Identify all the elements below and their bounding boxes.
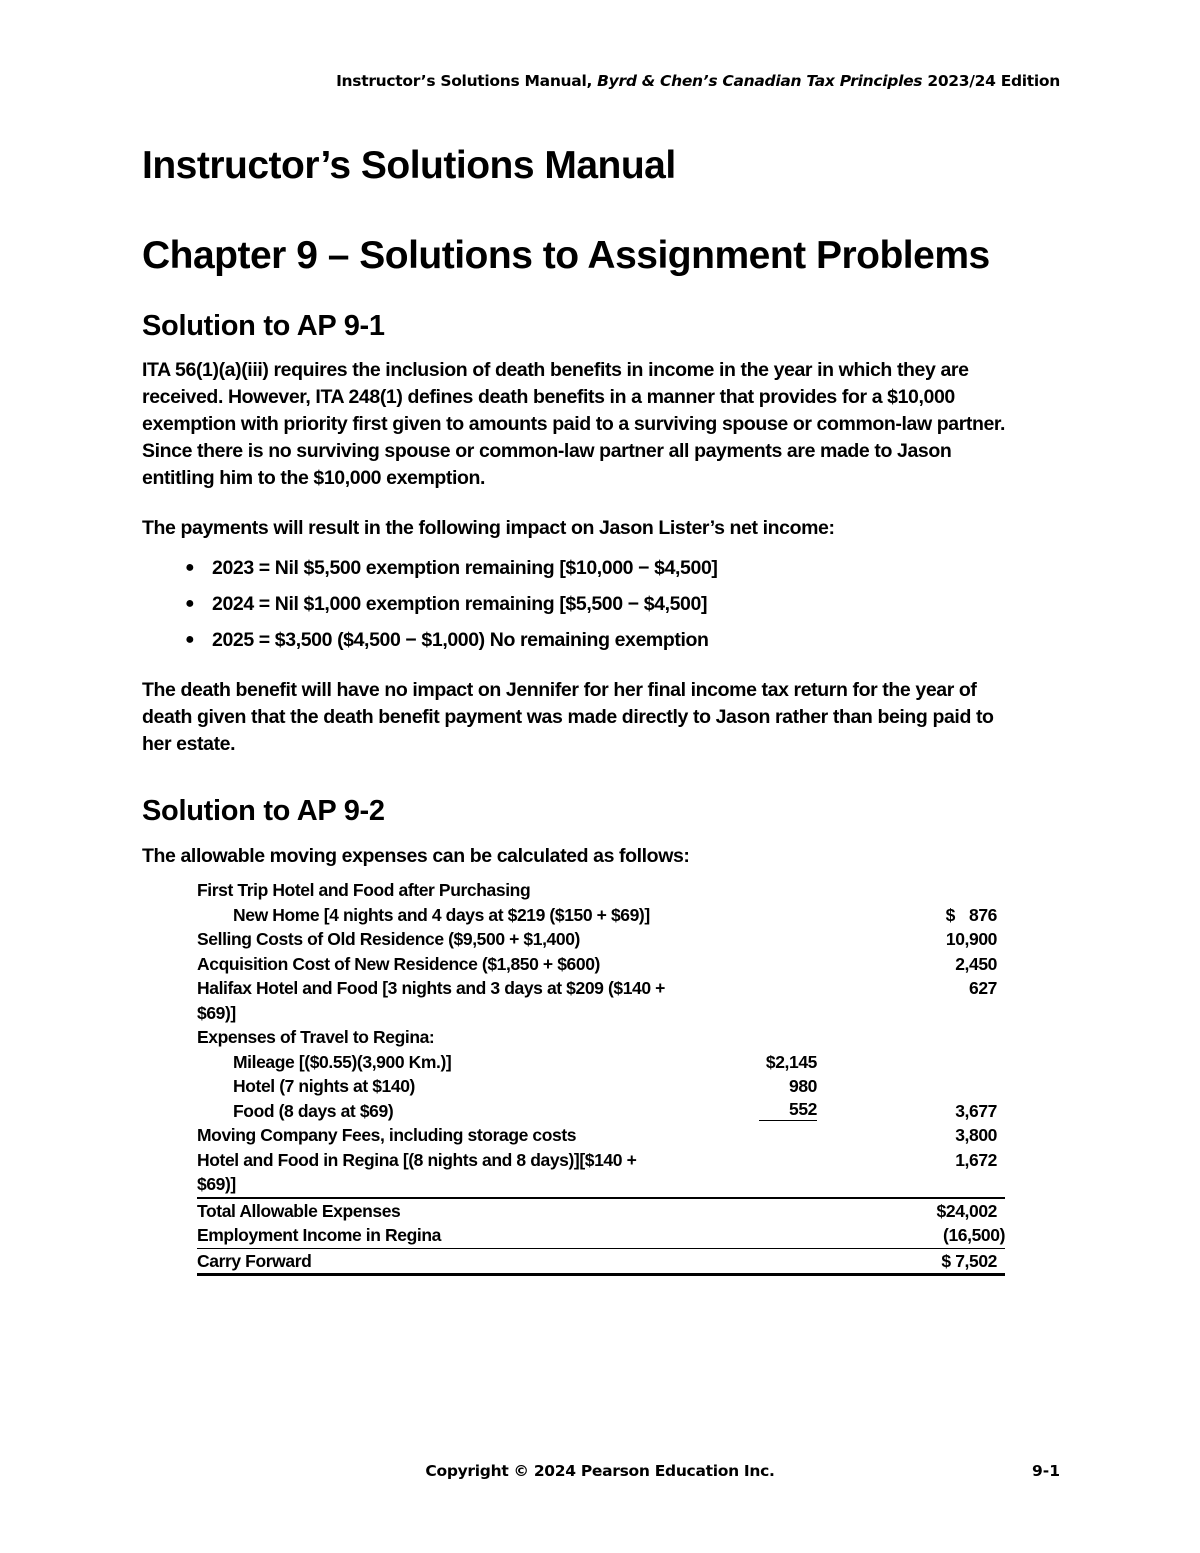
ap92-heading: Solution to AP 9-2 bbox=[142, 795, 385, 827]
list-item bbox=[185, 550, 1012, 586]
row-subamount: $2,145 bbox=[765, 1051, 817, 1072]
ap91-paragraph-3: The death benefit will have no impact on Jennifer for her final income tax return for the year of death given that the death benefit payment was made directly to Jason rather than being paid to her estate. bbox=[142, 679, 994, 755]
row-amount: 10,900 bbox=[945, 929, 997, 949]
dollar-sign: $ bbox=[945, 904, 955, 925]
header-prefix: Instructor’s Solutions Manual, bbox=[336, 72, 598, 90]
table-row bbox=[197, 976, 1005, 1025]
row-label: Mileage [($0.55)(3,900 Km.)] bbox=[233, 1051, 452, 1072]
bullet-text: 2023 = Nil $5,500 exemption remaining [$10,000 − $4,500] bbox=[212, 557, 718, 579]
table-row bbox=[197, 1148, 1005, 1197]
moving-expenses-table bbox=[197, 878, 1005, 1276]
ap91-bullet-list bbox=[142, 550, 1012, 658]
manual-title: Instructor’s Solutions Manual bbox=[142, 144, 676, 187]
header-edition: 2023/24 Edition bbox=[922, 72, 1060, 90]
row-label: Hotel and Food in Regina [(8 nights and 8 days)][$140 + $69)] bbox=[197, 1149, 637, 1194]
row-subamount: 980 bbox=[789, 1076, 817, 1096]
running-header bbox=[336, 72, 1060, 90]
row-amount: 1,672 bbox=[955, 1149, 997, 1170]
table-row bbox=[197, 903, 1005, 928]
row-amount: 3,800 bbox=[955, 1125, 997, 1145]
row-label: Employment Income in Regina bbox=[197, 1225, 441, 1245]
row-label: Moving Company Fees, including storage costs bbox=[197, 1125, 577, 1145]
ap91-paragraph-1: ITA 56(1)(a)(iii) requires the inclusion of death benefits in income in the year in which they are received. However, ITA 248(1) defines death benefits in a manner that provides for a $10,000 exemption with priority first given to amounts paid to a surviving spouse or common-law partner. Since there is no surviving spouse or common-law partner all payments are made to Jason entitling him to the $10,000 exemption. bbox=[142, 359, 1006, 489]
header-book-title: Byrd & Chen’s Canadian Tax Principles bbox=[597, 72, 923, 90]
bullet-text: 2024 = Nil $1,000 exemption remaining [$5,500 − $4,500] bbox=[212, 593, 708, 615]
bullet-icon: ● bbox=[185, 559, 195, 576]
table-row bbox=[197, 1025, 1005, 1050]
row-label: Halifax Hotel and Food [3 nights and 3 days at $209 ($140 + $69)] bbox=[197, 978, 666, 1023]
row-label: Total Allowable Expenses bbox=[197, 1200, 401, 1221]
table-row bbox=[197, 927, 1005, 952]
list-item bbox=[185, 586, 1012, 622]
amount-value: 876 bbox=[969, 904, 997, 925]
table-row bbox=[197, 952, 1005, 977]
table-row-carry-forward bbox=[197, 1248, 1005, 1277]
row-label: Acquisition Cost of New Residence ($1,850 + $600) bbox=[197, 953, 600, 974]
table-row bbox=[197, 1223, 1005, 1248]
table-row bbox=[197, 878, 1005, 903]
row-label: Selling Costs of Old Residence ($9,500 + $1,400) bbox=[197, 929, 580, 949]
row-amount: 2,450 bbox=[955, 953, 997, 974]
row-amount: 627 bbox=[969, 978, 997, 998]
bullet-icon: ● bbox=[185, 631, 195, 648]
row-amount: 3,677 bbox=[955, 1100, 997, 1121]
row-amount bbox=[946, 903, 997, 928]
table-row bbox=[197, 1074, 1005, 1099]
row-label: Hotel (7 nights at $140) bbox=[233, 1076, 415, 1096]
row-amount: $24,002 bbox=[936, 1200, 997, 1221]
bullet-text: 2025 = $3,500 ($4,500 − $1,000) No remaining exemption bbox=[212, 629, 709, 651]
row-amount: $ 7,502 bbox=[941, 1250, 997, 1271]
footer-copyright: Copyright © 2024 Pearson Education Inc. bbox=[425, 1462, 775, 1480]
row-label: First Trip Hotel and Food after Purchasing bbox=[197, 880, 531, 900]
row-label: New Home [4 nights and 4 days at $219 ($150 + $69)] bbox=[233, 904, 650, 925]
row-label: Food (8 days at $69) bbox=[233, 1100, 394, 1121]
row-subamount: 552 bbox=[759, 1099, 817, 1121]
row-label: Expenses of Travel to Regina: bbox=[197, 1027, 435, 1047]
table-row bbox=[197, 1050, 1005, 1075]
table-row bbox=[197, 1099, 1005, 1124]
row-amount: (16,500) bbox=[943, 1225, 1005, 1245]
ap92-intro: The allowable moving expenses can be calculated as follows: bbox=[142, 845, 690, 867]
bullet-icon: ● bbox=[185, 595, 195, 612]
ap91-paragraph-2: The payments will result in the following impact on Jason Lister’s net income: bbox=[142, 517, 835, 539]
table-row-total bbox=[197, 1197, 1005, 1224]
row-label: Carry Forward bbox=[197, 1250, 312, 1271]
chapter-title: Chapter 9 – Solutions to Assignment Problems bbox=[142, 234, 990, 277]
page-number: 9-1 bbox=[1031, 1462, 1060, 1480]
table-row bbox=[197, 1123, 1005, 1148]
ap91-heading: Solution to AP 9-1 bbox=[142, 310, 385, 342]
list-item bbox=[185, 622, 1012, 658]
